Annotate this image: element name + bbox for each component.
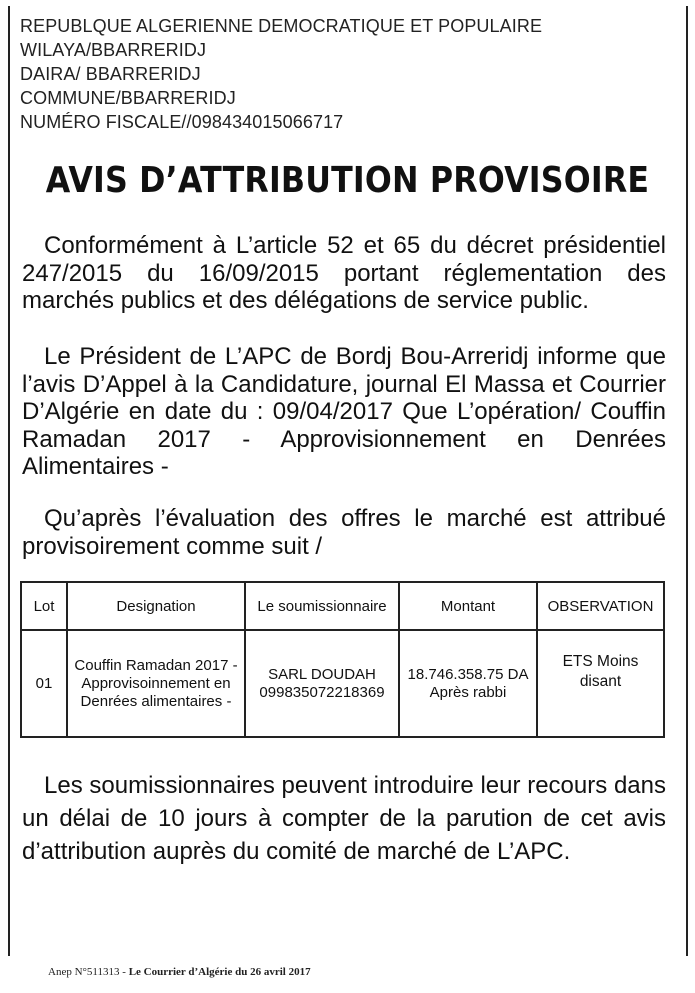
issuer-header — [20, 14, 542, 134]
table-row — [21, 630, 664, 737]
header-fiscal-number: NUMÉRO FISCALE//098434015066717 — [20, 112, 344, 132]
header-observation: OBSERVATION — [537, 582, 664, 630]
paragraph-evaluation: Qu’après l’évaluation des offres le marché est attribué provisoirement comme suit / — [22, 505, 666, 560]
soumissionnaire-id: 099835072218369 — [259, 683, 385, 701]
paragraph-announcement: Le Président de L’APC de Bordj Bou-Arreridj informe que l’avis D’Appel à la Candidature, journal El Massa et Courrier D’Algérie en date du : 09/04/2017 Que L’opération/ Couffin Ramadan 2017 - Approvisionnement en Denrées Alimentaires - — [22, 343, 666, 480]
montant-note: Après rabbi — [429, 683, 507, 701]
cell-designation: Couffin Ramadan 2017 - Approvisoinnement en Denrées alimentaires - — [67, 630, 245, 737]
cell-observation — [537, 630, 664, 737]
notice-title: AVIS D’ATTRIBUTION PROVISOIRE — [45, 160, 650, 201]
observation-value: ETS Moins disant — [562, 652, 639, 690]
cell-montant — [399, 630, 537, 737]
cell-lot: 01 — [21, 630, 67, 737]
attribution-table — [20, 581, 665, 738]
header-wilaya: WILAYA/BBARRERIDJ — [20, 40, 207, 60]
header-republic: REPUBLQUE ALGERIENNE DEMOCRATIQUE ET POPULAIRE — [20, 16, 543, 36]
header-lot: Lot — [21, 582, 67, 630]
cell-soumissionnaire — [245, 630, 399, 737]
montant-value: 18.746.358.75 DA — [407, 665, 529, 683]
paragraph-legal-basis: Conformément à L’article 52 et 65 du décret présidentiel 247/2015 du 16/09/2015 portant réglementation des marchés publics et des délégations de service public. — [22, 232, 666, 314]
paragraph-recourse: Les soumissionnaires peuvent introduire leur recours dans un délai de 10 jours à compter de la parution de cet avis d’attribution auprès du comité de marché de L’APC. — [22, 772, 666, 865]
header-soumissionnaire: Le soumissionnaire — [245, 582, 399, 630]
publication-footer — [48, 966, 311, 978]
header-daira: DAIRA/ BBARRERIDJ — [20, 64, 201, 84]
footer-newspaper: Le Courrier d’Algérie du 26 avril 2017 — [128, 966, 311, 978]
soumissionnaire-name: SARL DOUDAH — [268, 665, 376, 683]
footer-anep-ref: Anep N°511313 - — [48, 966, 129, 978]
header-montant: Montant — [399, 582, 537, 630]
header-commune: COMMUNE/BBARRERIDJ — [20, 88, 236, 108]
header-designation: Designation — [67, 582, 245, 630]
table-header-row — [21, 582, 664, 630]
